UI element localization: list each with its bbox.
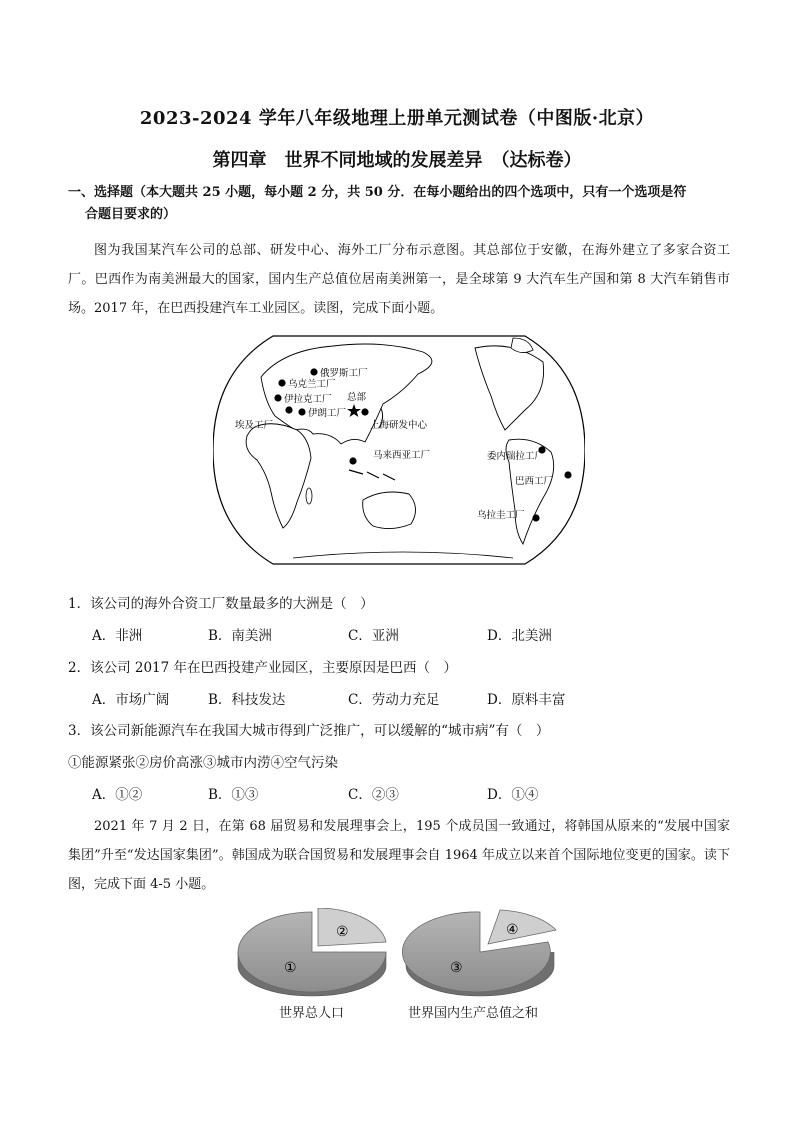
question-3-option-a[interactable]: A．①② <box>92 787 143 803</box>
pie2-small-label: ④ <box>506 922 519 938</box>
passage-2: 2021 年 7 月 2 日，在第 68 届贸易和发展理事会上，195 个成员国一致通过，将韩国从原来的“发展中国家集团”升至“发达国家集团”。韩国成为联合国贸易和发展理事会自 1964 年成立以来首个国际地位变更的国家。读下图，完成下面 4-5 小题。 <box>68 819 730 892</box>
shanghai-rd-marker <box>361 408 368 415</box>
malaysia-factory-marker <box>349 457 356 464</box>
ukraine-label: 乌克兰工厂 <box>288 379 336 390</box>
page-title: 2023-2024 学年八年级地理上册单元测试卷（中图版·北京） <box>139 108 655 129</box>
question-2-option-a[interactable]: A．市场广阔 <box>92 692 170 708</box>
iran-label: 伊朗工厂 <box>308 408 347 419</box>
question-1-option-b[interactable]: B．南美洲 <box>208 628 272 644</box>
russia-label: 俄罗斯工厂 <box>320 368 368 379</box>
pie-world-population <box>232 908 392 998</box>
section-heading <box>68 182 728 226</box>
pie2-caption: 世界国内生产总值之和 <box>408 1006 539 1021</box>
hq-label: 总部 <box>347 392 367 403</box>
question-2-stem: 2．该公司 2017 年在巴西投建产业园区，主要原因是巴西（ ） <box>68 660 458 676</box>
venezuela-label: 委内瑞拉工厂 <box>487 451 545 462</box>
question-3-stem: 3．该公司新能源汽车在我国大城市得到广泛推广，可以缓解的“城市病”有（ ） <box>68 723 550 739</box>
pie1-small-label: ② <box>336 924 349 940</box>
shanghai-label: 上海研发中心 <box>370 420 428 431</box>
egypt-factory-marker <box>285 406 292 413</box>
section-heading-line1: 一、选择题（本大题共 25 小题，每小题 2 分，共 50 分．在每小题给出的四个选项中，只有一个选项是符 <box>68 185 687 200</box>
question-3-option-d[interactable]: D．①④ <box>487 787 539 803</box>
passage-1: 图为我国某汽车公司的总部、研发中心、海外工厂分布示意图。其总部位于安徽，在海外建立了多家合资工厂。巴西作为南美洲最大的国家，国内生产总值位居南美洲第一，是全球第 9 大汽车生产国和第 8 大汽车销售市场。2017 年，在巴西投建汽车工业园区。读图，完成下面小题。 <box>68 243 730 316</box>
pie1-caption: 世界总人口 <box>279 1006 345 1021</box>
question-1-stem: 1．该公司的海外合资工厂数量最多的大洲是（ ） <box>68 596 374 612</box>
egypt-label: 埃及工厂 <box>235 420 274 431</box>
uruguay-label: 乌拉圭工厂 <box>477 510 525 521</box>
question-1-option-c[interactable]: C．亚洲 <box>348 628 399 644</box>
ukraine-factory-marker <box>278 379 285 386</box>
question-2-option-d[interactable]: D．原料丰富 <box>487 692 566 708</box>
section-heading-line2: 合题目要求的） <box>85 207 177 222</box>
pie1-big-label: ① <box>284 960 297 976</box>
uruguay-factory-marker <box>532 514 539 521</box>
question-1-option-d[interactable]: D．北美洲 <box>487 628 552 644</box>
question-1-option-a[interactable]: A．非洲 <box>92 628 143 644</box>
brazil-label: 巴西工厂 <box>515 476 554 487</box>
world-map <box>213 332 585 567</box>
iraq-label: 伊拉克工厂 <box>284 394 332 405</box>
question-3-option-b[interactable]: B．①③ <box>208 787 259 803</box>
question-2-option-c[interactable]: C．劳动力充足 <box>348 692 440 708</box>
pie2-big-label: ③ <box>450 960 463 976</box>
iran-factory-marker <box>298 408 305 415</box>
iraq-factory-marker <box>274 394 281 401</box>
russia-factory-marker <box>310 368 317 375</box>
question-3-option-c[interactable]: C．②③ <box>348 787 399 803</box>
question-3-statements: ①能源紧张②房价高涨③城市内涝④空气污染 <box>68 755 338 771</box>
malaysia-label: 马来西亚工厂 <box>373 450 431 461</box>
chapter-title: 第四章 世界不同地域的发展差异 （达标卷） <box>212 150 582 171</box>
pie-world-gdp <box>402 908 562 998</box>
question-2-option-b[interactable]: B．科技发达 <box>208 692 286 708</box>
brazil-factory-marker <box>564 471 571 478</box>
